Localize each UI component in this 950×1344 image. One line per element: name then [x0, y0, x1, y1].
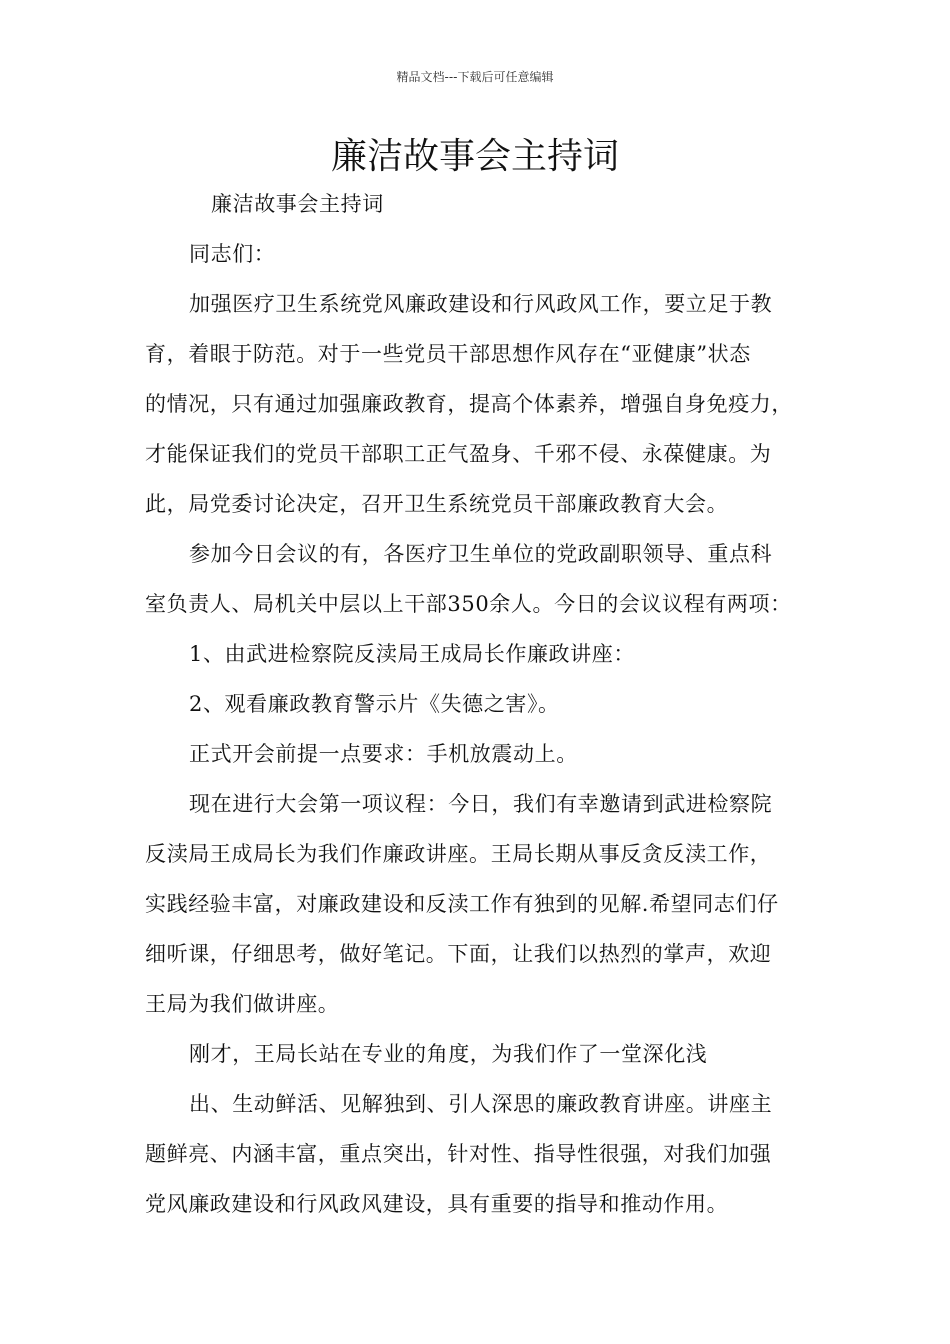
salutation-line: 同志们： [189, 242, 276, 266]
paragraph-line: 参加今日会议的有，各医疗卫生单位的党政副职领导、重点科 [189, 542, 773, 566]
paragraph-line: 出、生动鲜活、见解独到、引人深思的廉政教育讲座。讲座主 [189, 1092, 773, 1116]
paragraph-line: 的情况，只有通过加强廉政教育，提高个体素养，增强自身免疫力， [145, 392, 793, 416]
paragraph-line: 题鲜亮、内涵丰富，重点突出，针对性、指导性很强，对我们加强 [145, 1142, 772, 1166]
paragraph-line: 反渎局王成局长为我们作廉政讲座。王局长期从事反贪反渎工作， [145, 842, 772, 866]
paragraph-line: 细听课，仔细思考，做好笔记。下面，让我们以热烈的掌声，欢迎 [145, 942, 772, 966]
document-body [145, 179, 820, 1229]
paragraph-line: 育，着眼于防范。对于一些党员干部思想作风存在“亚健康”状态 [145, 342, 751, 366]
paragraph-line: 党风廉政建设和行风政风建设，具有重要的指导和推动作用。 [145, 1192, 729, 1216]
paragraph-line: 才能保证我们的党员干部职工正气盈身、千邪不侵、永葆健康。为 [145, 442, 772, 466]
paragraph-line: 王局为我们做讲座。 [145, 992, 340, 1016]
page-header-note: 精品文档---下载后可任意编辑 [396, 70, 554, 84]
paragraph-line: 室负责人、局机关中层以上干部350余人。今日的会议议程有两项： [145, 592, 792, 616]
paragraph-line: 此，局党委讨论决定，召开卫生系统党员干部廉政教育大会。 [145, 492, 729, 516]
paragraph-line: 正式开会前提一点要求：手机放震动上。 [189, 742, 578, 766]
agenda-item: 1、由武进检察院反渎局王成局长作廉政讲座： [189, 642, 635, 666]
subtitle-line: 廉洁故事会主持词 [211, 192, 384, 216]
agenda-item: 2、观看廉政教育警示片《失德之害》。 [189, 692, 560, 716]
paragraph-line: 刚才，王局长站在专业的角度，为我们作了一堂深化浅 [189, 1042, 708, 1066]
paragraph-line: 加强医疗卫生系统党风廉政建设和行风政风工作，要立足于教 [189, 292, 773, 316]
document-title: 廉洁故事会主持词 [330, 136, 619, 177]
paragraph-line: 实践经验丰富，对廉政建设和反渎工作有独到的见解.希望同志们仔 [145, 892, 779, 916]
paragraph-line: 现在进行大会第一项议程：今日，我们有幸邀请到武进检察院 [189, 792, 773, 816]
